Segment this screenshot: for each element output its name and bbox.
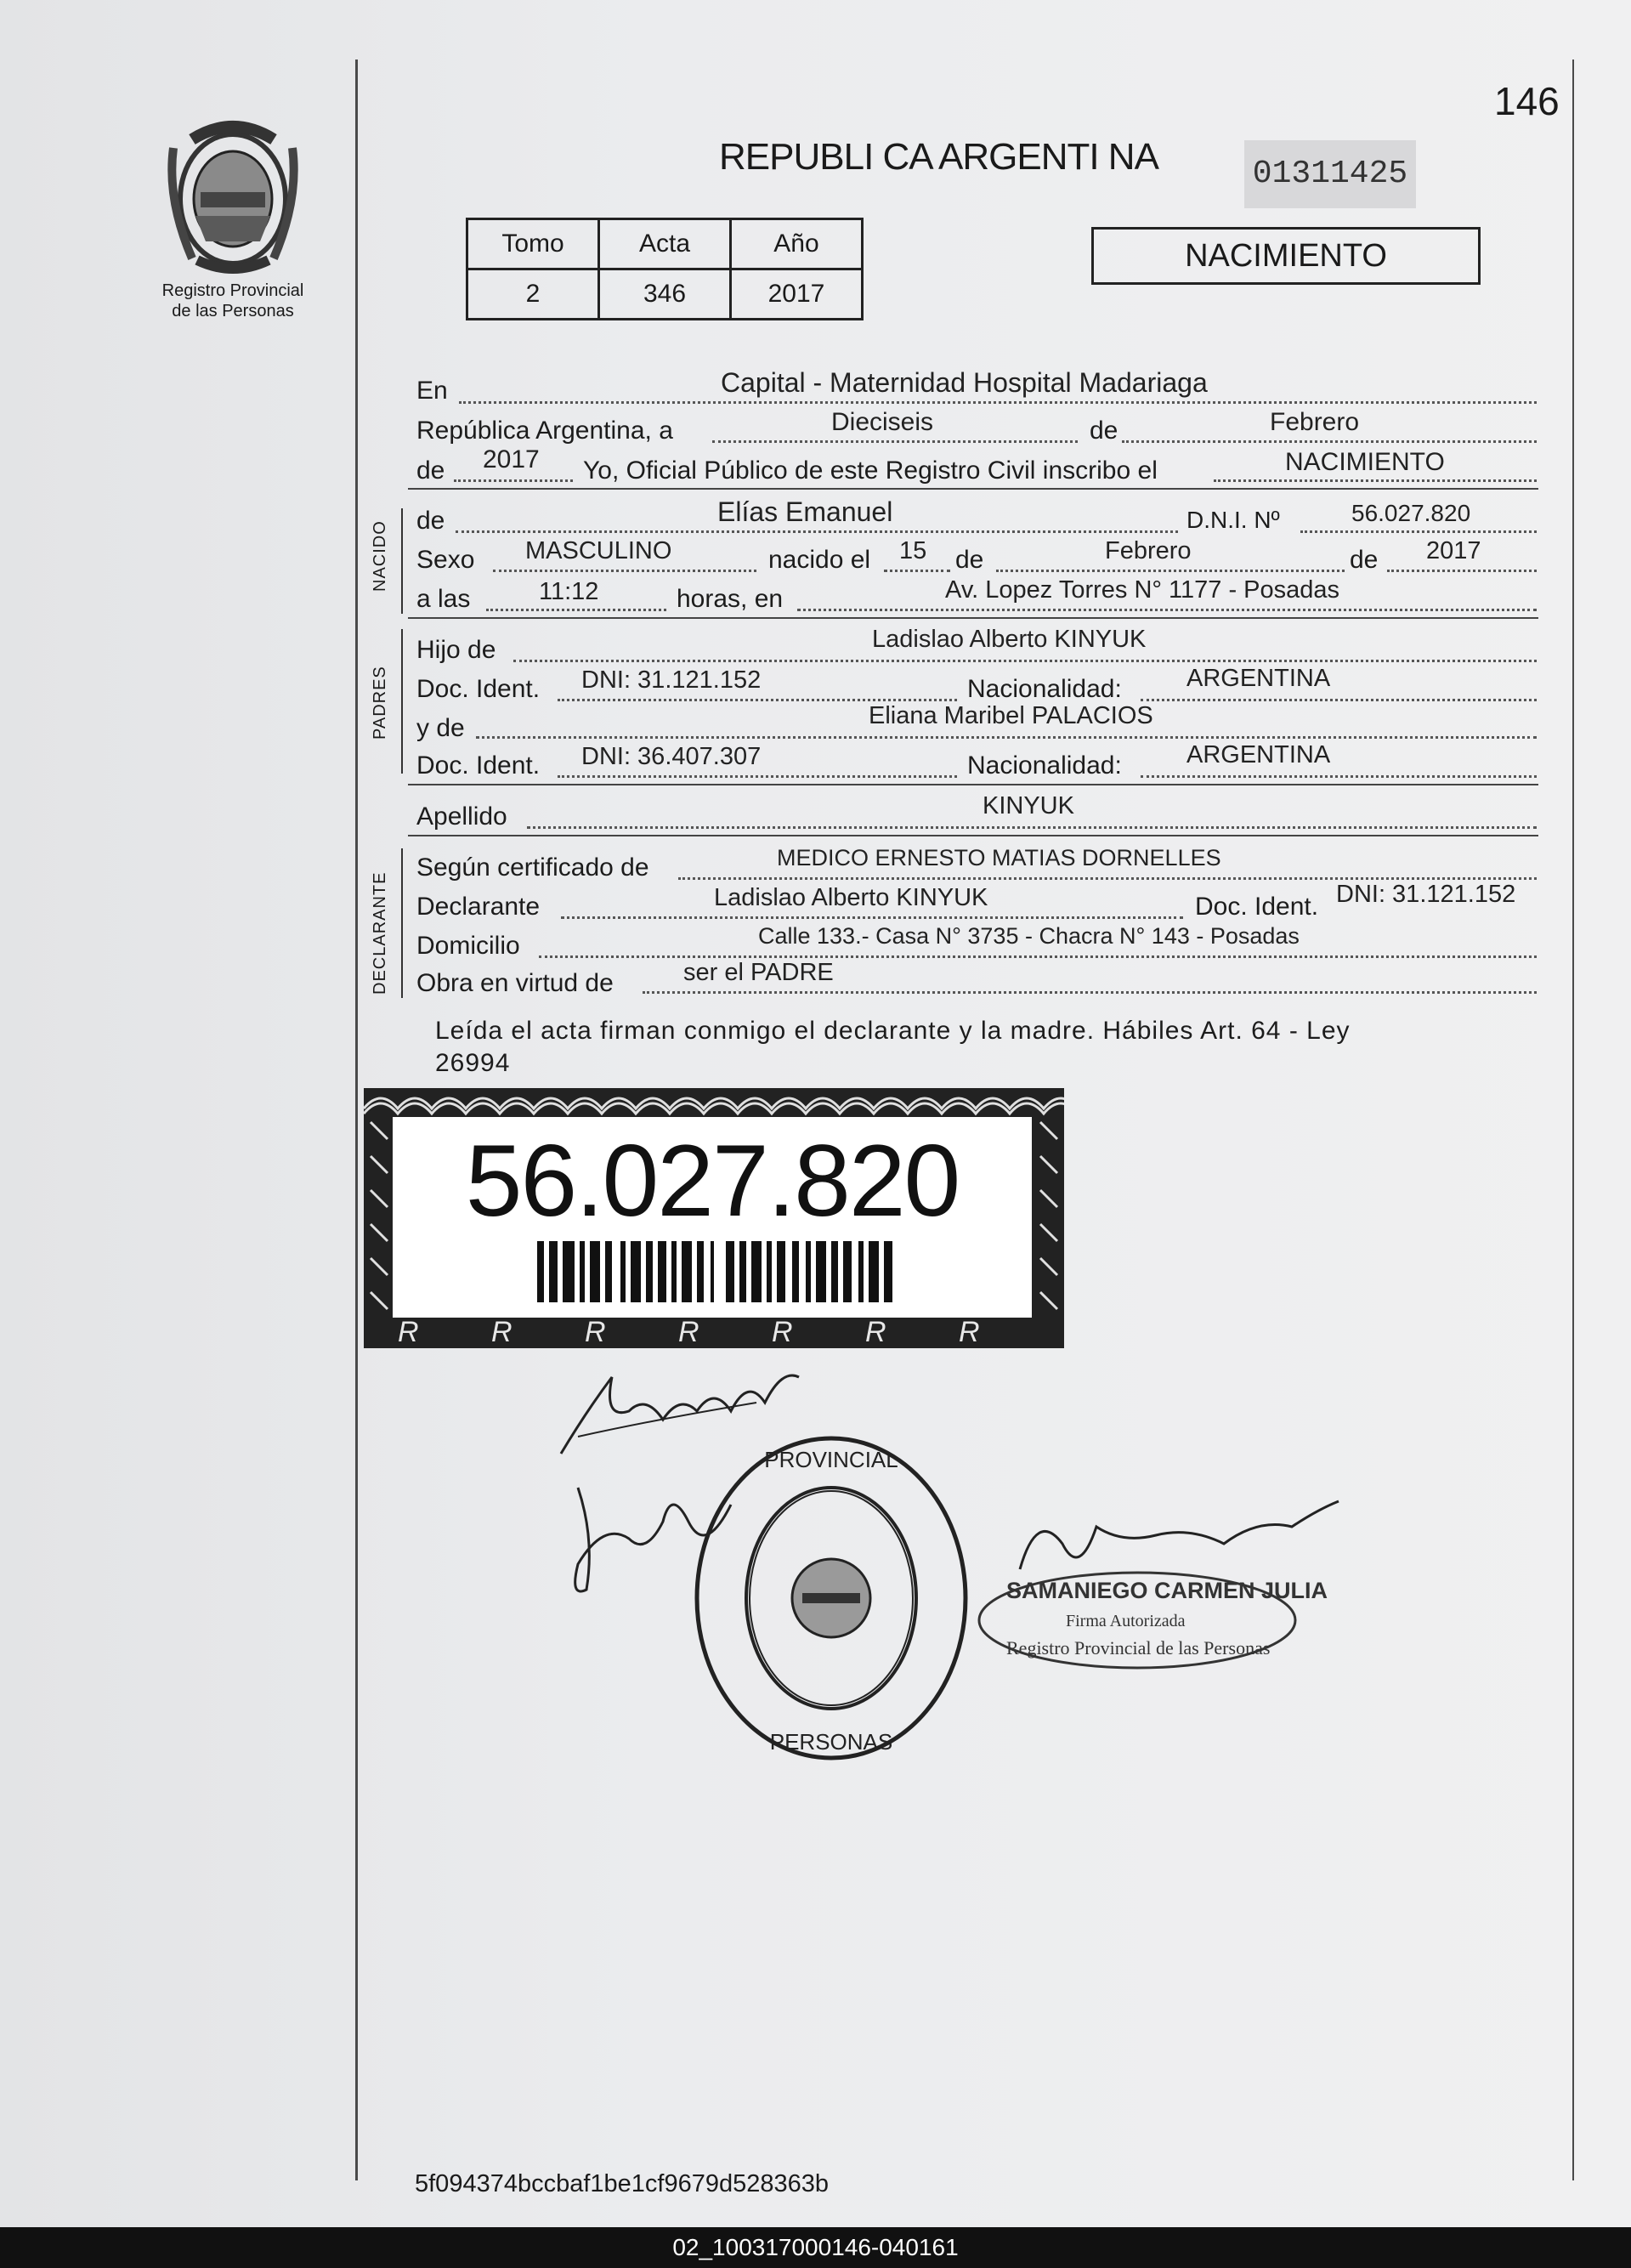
declarant-reason: ser el PADRE — [683, 959, 834, 986]
birth-month: Febrero — [1105, 537, 1192, 564]
registry-name — [143, 281, 323, 321]
label-domicilio: Domicilio — [416, 932, 520, 960]
tomo-value: 2 — [467, 269, 599, 320]
divider — [408, 488, 1538, 490]
dots — [493, 570, 756, 572]
label-doc-ident: Doc. Ident. — [416, 675, 541, 703]
file-id-bar: 02_100317000146-040161 — [0, 2227, 1631, 2268]
birth-address: Av. Lopez Torres N° 1177 - Posadas — [945, 576, 1340, 604]
label-nacionalidad: Nacionalidad: — [967, 675, 1122, 703]
label-de-2: de — [416, 456, 445, 485]
section-padres-label: PADRES — [371, 666, 389, 740]
dots — [476, 736, 1537, 739]
book-reference-table — [466, 218, 864, 320]
birth-day: 15 — [899, 537, 927, 564]
label-doc-ident-3: Doc. Ident. — [1195, 893, 1319, 921]
registry-line-1: Registro Provincial — [161, 281, 304, 300]
bottom-letter: R — [959, 1316, 980, 1348]
birth-place: Capital - Maternidad Hospital Madariaga — [721, 367, 1208, 398]
page-number: 146 — [1494, 79, 1560, 123]
label-a-las: a las — [416, 585, 471, 613]
document-hash: 5f094374bccbaf1be1cf9679d528363b — [415, 2170, 830, 2197]
bottom-letter: R — [585, 1316, 606, 1348]
mother-doc: DNI: 36.407.307 — [581, 743, 762, 770]
document-title: REPUBLI CA ARGENTI NA — [719, 136, 1158, 178]
divider — [408, 835, 1538, 836]
dni-number-label — [364, 1088, 1064, 1348]
dots — [1141, 775, 1537, 778]
anio-header: Año — [731, 219, 863, 269]
svg-text:PERSONAS: PERSONAS — [769, 1729, 893, 1755]
record-type-badge: NACIMIENTO — [1091, 227, 1481, 285]
dots — [558, 775, 957, 778]
serial-number: 01311425 — [1244, 140, 1416, 208]
birth-time: 11:12 — [539, 578, 599, 605]
medical-certificate: MEDICO ERNESTO MATIAS DORNELLES — [777, 845, 1221, 870]
closing-text: Leída el acta firman conmigo el declarante y la madre. Hábiles Art. 64 - Ley — [435, 1017, 1351, 1045]
acta-value: 346 — [599, 269, 731, 320]
dots — [996, 570, 1345, 572]
child-dni: 56.027.820 — [1351, 500, 1471, 526]
child-name: Elías Emanuel — [717, 496, 893, 527]
section-bar — [401, 848, 403, 998]
father-nationality: ARGENTINA — [1186, 665, 1331, 692]
dots — [456, 530, 1178, 533]
label-republica: República Argentina, a — [416, 417, 673, 445]
section-bar — [401, 508, 403, 614]
section-bar — [401, 629, 403, 774]
svg-text:PROVINCIAL: PROVINCIAL — [764, 1447, 898, 1472]
divider — [408, 784, 1538, 785]
label-obra: Obra en virtud de — [416, 969, 614, 997]
label-en: En — [416, 377, 448, 405]
label-de: de — [1090, 417, 1118, 445]
registry-line-2: de las Personas — [172, 302, 294, 320]
label-apellido: Apellido — [416, 802, 507, 831]
dni-big-number: 56.027.820 — [465, 1124, 960, 1238]
declarant-name: Ladislao Alberto KINYUK — [714, 884, 988, 911]
official-round-stamp — [687, 1428, 976, 1768]
record-day: Dieciseis — [831, 408, 934, 436]
dots — [678, 877, 1537, 880]
label-bottom-letters — [364, 1316, 1064, 1348]
bottom-letter: R — [398, 1316, 419, 1348]
dots — [1122, 440, 1537, 443]
dots — [1387, 570, 1537, 572]
dots — [513, 660, 1537, 662]
anio-value: 2017 — [731, 269, 863, 320]
label-de-5: de — [1350, 546, 1379, 574]
label-hijo-de: Hijo de — [416, 636, 496, 664]
label-doc-ident-2: Doc. Ident. — [416, 751, 541, 780]
barcode — [393, 1117, 1032, 1318]
dni-label-inner — [393, 1117, 1032, 1318]
dots — [1141, 699, 1537, 701]
bottom-letter: R — [865, 1316, 886, 1348]
right-margin-line — [1572, 60, 1574, 2180]
label-segun: Según certificado de — [416, 853, 649, 882]
dots — [454, 479, 573, 482]
label-yo: Yo, Oficial Público de este Registro Civil inscribo el — [583, 456, 1158, 485]
label-nacionalidad-2: Nacionalidad: — [967, 751, 1122, 780]
dots — [643, 991, 1537, 994]
official-role: Firma Autorizada — [1066, 1612, 1186, 1630]
label-sexo: Sexo — [416, 546, 475, 574]
label-declarante: Declarante — [416, 893, 541, 921]
birth-year: 2017 — [1426, 537, 1481, 564]
dots — [539, 955, 1537, 958]
declarant-doc: DNI: 31.121.152 — [1336, 881, 1516, 908]
closing-text-2: 26994 — [435, 1049, 511, 1077]
label-y-de: y de — [416, 714, 465, 742]
coat-of-arms-emblem — [158, 114, 308, 285]
left-margin-line — [355, 60, 358, 2180]
dots — [486, 609, 666, 611]
dots — [561, 916, 1183, 919]
divider — [408, 617, 1538, 619]
dots — [558, 699, 957, 701]
label-dni: D.N.I. Nº — [1186, 507, 1280, 533]
record-month: Febrero — [1270, 408, 1360, 436]
father-doc: DNI: 31.121.152 — [581, 666, 762, 694]
record-year: 2017 — [483, 445, 540, 473]
mother-nationality: ARGENTINA — [1186, 741, 1331, 768]
father-name: Ladislao Alberto KINYUK — [872, 626, 1147, 653]
dots — [527, 826, 1537, 829]
dots — [1214, 479, 1537, 482]
label-de-3: de — [416, 507, 445, 535]
bottom-letter: R — [491, 1316, 513, 1348]
dots — [712, 440, 1078, 443]
label-de-4: de — [955, 546, 984, 574]
dots — [884, 570, 950, 572]
bottom-letter: R — [678, 1316, 699, 1348]
dots — [459, 401, 1537, 404]
record-act: NACIMIENTO — [1285, 448, 1445, 476]
official-name: SAMANIEGO CARMEN JULIA — [1006, 1578, 1328, 1603]
acta-header: Acta — [599, 219, 731, 269]
dots — [1300, 530, 1537, 533]
child-sex: MASCULINO — [525, 537, 672, 564]
surname: KINYUK — [983, 792, 1074, 819]
tomo-header: Tomo — [467, 219, 599, 269]
official-org: Registro Provincial de las Personas — [1006, 1637, 1271, 1658]
mother-name: Eliana Maribel PALACIOS — [869, 702, 1153, 729]
declarant-address: Calle 133.- Casa N° 3735 - Chacra N° 143 - Posadas — [758, 923, 1300, 949]
section-nacido-label: NACIDO — [371, 520, 389, 592]
section-declarante-label: DECLARANTE — [371, 871, 389, 995]
bottom-letter: R — [772, 1316, 793, 1348]
label-nacido-el: nacido el — [768, 546, 871, 574]
dots — [797, 609, 1537, 611]
label-horas-en: horas, en — [677, 585, 784, 613]
